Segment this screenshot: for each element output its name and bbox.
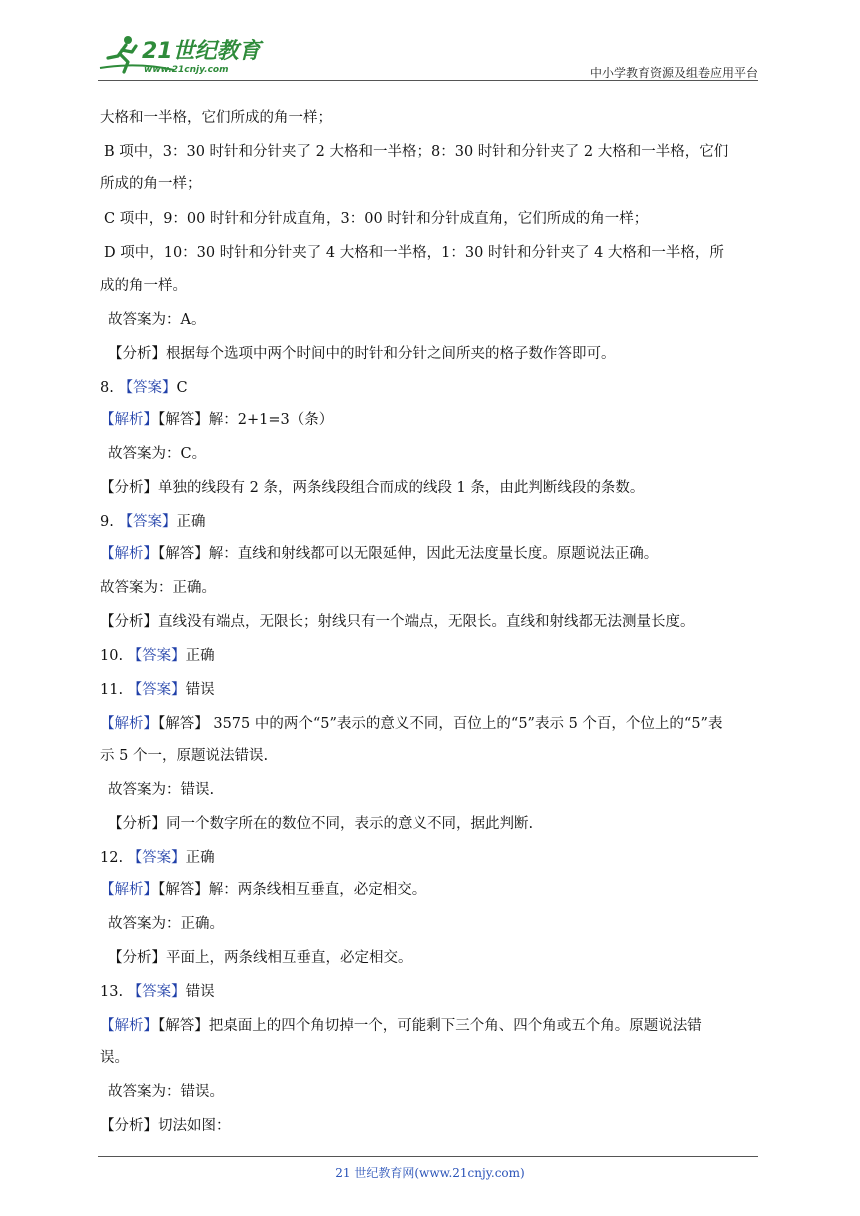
line-text: 13. [100, 984, 128, 1000]
svg-text:www.21cnjy.com: www.21cnjy.com [144, 65, 229, 75]
line-text: 11. [100, 682, 128, 698]
text-line [100, 544, 658, 564]
line-text: 【分析】单独的线段有 2 条，两条线段组合而成的线段 1 条，由此判断线段的条数。 [100, 480, 645, 496]
text-line [100, 1048, 129, 1068]
section-tag: 【答案】 [127, 984, 186, 1000]
line-text: 成的角一样。 [100, 278, 187, 294]
text-line [100, 982, 215, 1002]
line-text: 【解答】解：直线和射线都可以无限延伸，因此无法度量长度。原题说法正确。 [158, 546, 659, 562]
line-text: 故答案为：C。 [108, 446, 207, 462]
line-text: C [176, 380, 188, 396]
line-text: 【解答】 3575 中的两个“5”表示的意义不同，百位上的“5”表示 5 个百，个位上的“5”表 [158, 716, 723, 732]
section-tag: 【解析】 [100, 412, 158, 428]
text-line [100, 410, 333, 430]
line-text: 错误 [185, 984, 215, 1000]
line-text: 故答案为：错误。 [108, 1084, 224, 1100]
text-line [100, 714, 722, 734]
text-line [100, 1016, 702, 1036]
line-text: B 项中，3：30 时针和分针夹了 2 大格和一半格；8：30 时针和分针夹了 2 大格和一半格，它们 [104, 144, 729, 160]
line-text: 12. [100, 850, 128, 866]
line-text: 【解答】解：两条线相互垂直，必定相交。 [158, 882, 427, 898]
text-line [108, 814, 533, 834]
line-text: 【解答】把桌面上的四个角切掉一个，可能剩下三个角、四个角或五个角。原题说法错 [158, 1018, 702, 1034]
line-text: 故答案为：正确。 [100, 580, 216, 596]
line-text: 【解答】解：2+1=3（条） [158, 412, 334, 428]
line-text: 误。 [100, 1050, 129, 1066]
section-tag: 【答案】 [118, 380, 177, 396]
line-text: 大格和一半格，它们所成的角一样； [100, 110, 332, 126]
text-line [104, 243, 724, 263]
line-text: 正确 [185, 850, 215, 866]
line-text: 【分析】同一个数字所在的数位不同，表示的意义不同，据此判断. [108, 816, 534, 832]
text-line [100, 108, 332, 128]
line-text: C 项中，9：00 时针和分针成直角，3：00 时针和分针成直角，它们所成的角一样； [104, 211, 649, 227]
section-tag: 【解析】 [100, 716, 158, 732]
logo-21cnjy [98, 32, 268, 76]
text-line [100, 276, 187, 296]
text-line [100, 512, 205, 532]
text-line [104, 142, 728, 162]
line-text: 故答案为：A。 [108, 312, 206, 328]
footer-source: 21 世纪教育网(www.21cnjy.com) [335, 1166, 525, 1180]
line-text: 错误 [185, 682, 215, 698]
text-line [108, 310, 205, 330]
text-line [100, 174, 202, 194]
text-line [100, 848, 215, 868]
text-line [104, 209, 648, 229]
text-line [108, 444, 206, 464]
text-line [100, 1116, 231, 1136]
line-text: 9. [100, 514, 119, 530]
text-line [108, 914, 224, 934]
text-line [100, 478, 644, 498]
line-text: D 项中，10：30 时针和分针夹了 4 大格和一半格，1：30 时针和分针夹了 4 大格和一半格，所 [104, 245, 724, 261]
section-tag: 【答案】 [127, 850, 186, 866]
platform-name: 中小学教育资源及组卷应用平台 [589, 66, 758, 80]
line-text: 所成的角一样； [100, 176, 202, 192]
text-line [100, 578, 216, 598]
svg-text:21世纪教育: 21世纪教育 [142, 39, 261, 64]
line-text: 【分析】切法如图： [100, 1118, 231, 1134]
text-line [100, 746, 268, 766]
text-line [100, 680, 215, 700]
line-text: 【分析】平面上，两条线相互垂直，必定相交。 [108, 950, 413, 966]
line-text: 【分析】根据每个选项中两个时间中的时针和分针之间所夹的格子数作答即可。 [108, 346, 616, 362]
line-text: 8. [100, 380, 119, 396]
header-divider [98, 80, 758, 81]
text-line [108, 780, 214, 800]
text-line [100, 646, 215, 666]
line-text: 故答案为：正确。 [108, 916, 224, 932]
section-tag: 【答案】 [127, 648, 186, 664]
line-text: 10. [100, 648, 128, 664]
line-text: 示 5 个一，原题说法错误. [100, 748, 269, 764]
line-text: 故答案为：错误. [108, 782, 215, 798]
text-line [108, 1082, 224, 1102]
line-text: 正确 [176, 514, 206, 530]
text-line [100, 880, 426, 900]
text-line [100, 612, 695, 632]
text-line [108, 948, 413, 968]
section-tag: 【解析】 [100, 546, 158, 562]
line-text: 正确 [185, 648, 215, 664]
section-tag: 【答案】 [127, 682, 186, 698]
text-line [100, 378, 188, 398]
section-tag: 【解析】 [100, 882, 158, 898]
page-header [98, 28, 758, 80]
footer-divider [98, 1156, 758, 1157]
text-line [108, 344, 616, 364]
section-tag: 【答案】 [118, 514, 177, 530]
section-tag: 【解析】 [100, 1018, 158, 1034]
line-text: 【分析】直线没有端点，无限长；射线只有一个端点，无限长。直线和射线都无法测量长度。 [100, 614, 695, 630]
